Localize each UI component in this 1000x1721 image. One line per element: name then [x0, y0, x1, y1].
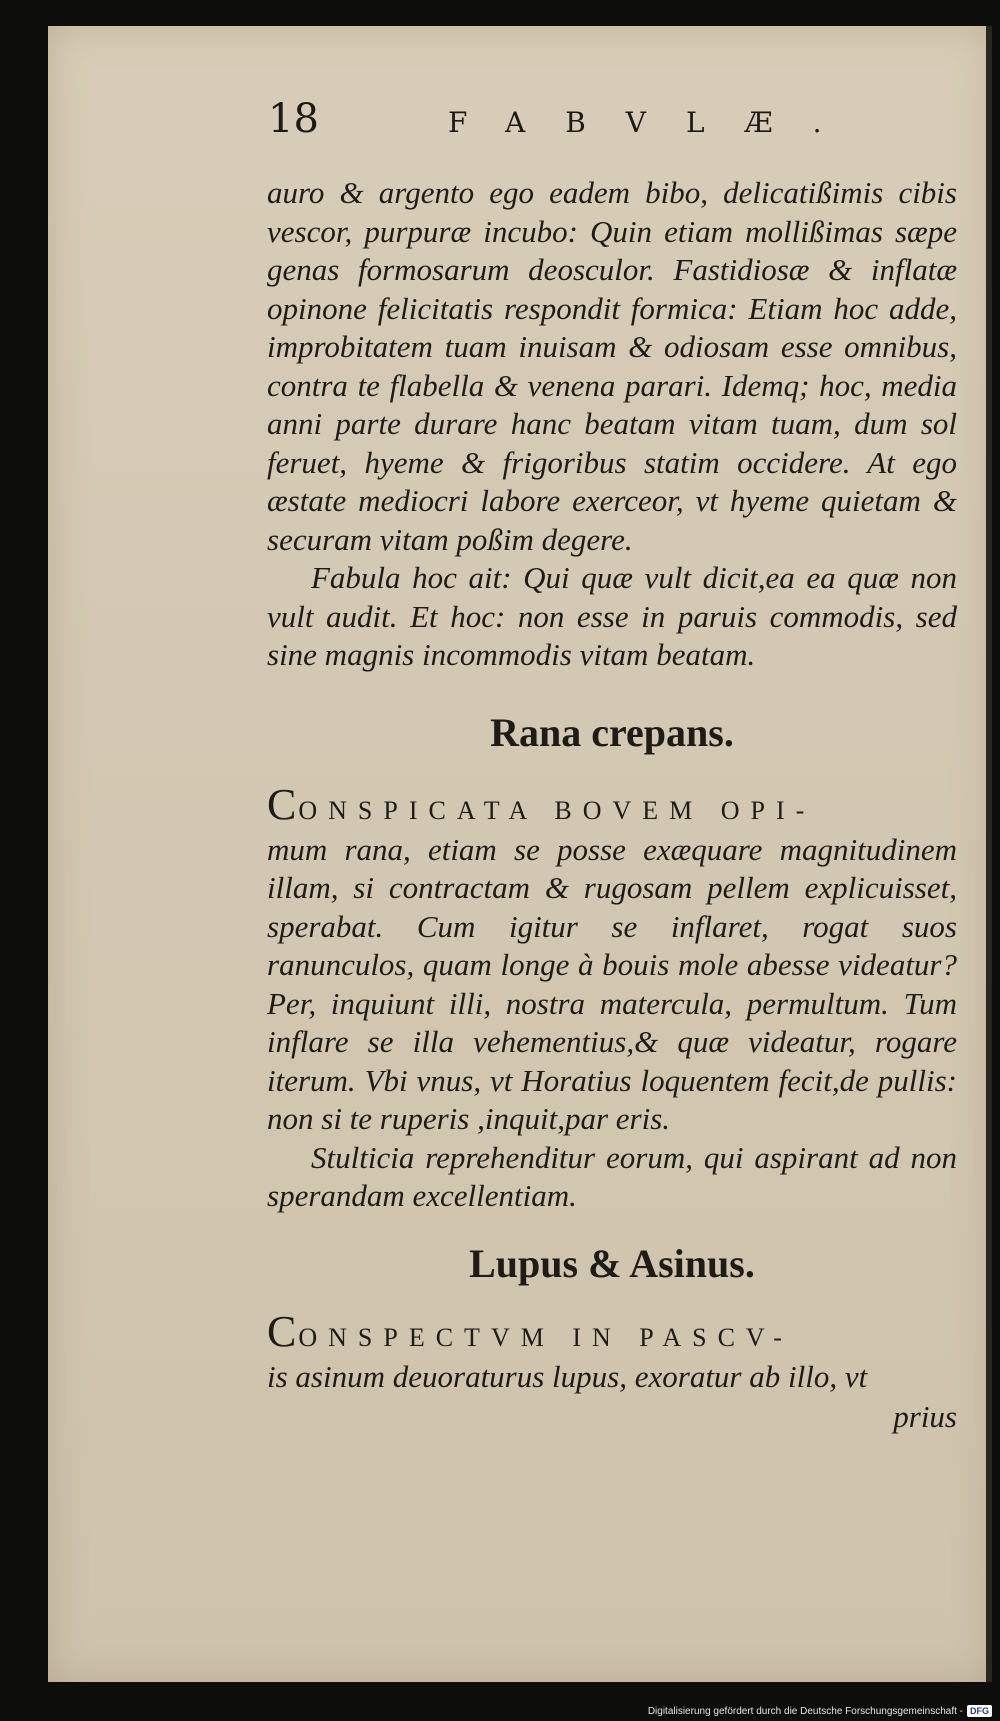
page-number: 18: [268, 96, 319, 142]
fable2-paragraph: mum rana, etiam se posse exæquare magnitudinem illam, si contractam & rugosam pellem explicuisset, sperabat. Cum igitur se inflaret, rogat suos ranunculos, quam longe à bouis mole abesse videatur? Per, inquiunt illi, nostra matercula, permultum. Tum inflare se illa vehementius,& quæ videatur, rogare iterum. Vbi vnus, vt Horatius loquentem fecit,de pullis: non si te ruperis ,inquit,par eris.: [267, 831, 957, 1136]
page-header: [268, 96, 962, 166]
fable3-first-line: [267, 1306, 957, 1358]
dfg-logo: DFG: [967, 1705, 992, 1717]
text-block: [267, 174, 957, 1437]
fable2-first-line-caps: ONSPICATA BOVEM OPI-: [298, 795, 816, 825]
fable2-title: Rana crepans.: [490, 709, 734, 755]
fable2-dropcap: C: [267, 779, 299, 829]
fable2-first-line: [267, 779, 957, 831]
running-head: FABVLÆ.: [448, 106, 862, 139]
fable3-dropcap: C: [267, 1306, 299, 1356]
fable2-moral: Stulticia reprehenditur eorum, qui aspirant ad non sperandam excellentiam.: [267, 1139, 957, 1213]
footer-credit: Digitalisierung gefördert durch die Deutsche Forschungsgemeinschaft -: [647, 1705, 963, 1717]
fable3-first-line-caps: ONSPECTVM IN PASCV-: [298, 1322, 793, 1352]
book-page: [48, 26, 992, 1682]
catchword: prius: [893, 1399, 957, 1434]
digitization-footer: [648, 1705, 992, 1717]
fable3-title: Lupus & Asinus.: [469, 1240, 755, 1286]
fable1-paragraph: auro & argento ego eadem bibo, delicatißimis cibis vescor, purpuræ incubo: Quin etiam mollißimas sæpe genas formosarum deosculor. Fastidiosæ & inflatæ opinone felicitatis respondit formica: Etiam hoc adde, improbitatem tuam inuisam & odiosam esse omnibus, contra te flabella & venena parari. Idemq; hoc, media anni parte durare hanc beatam vitam tuam, dum sol feruet, hyeme & frigoribus statim occidere. At ego æstate mediocri labore exerceor, vt hyeme quietam & securam vitam poßim degere.: [267, 175, 957, 557]
fable1-moral: Fabula hoc ait: Qui quæ vult dicit,ea ea quæ non vult audit. Et hoc: non esse in paruis commodis, sed sine magnis incommodis vitam beatam.: [267, 560, 957, 672]
fable3-paragraph: is asinum deuoraturus lupus, exoratur ab illo, vt: [267, 1358, 868, 1394]
